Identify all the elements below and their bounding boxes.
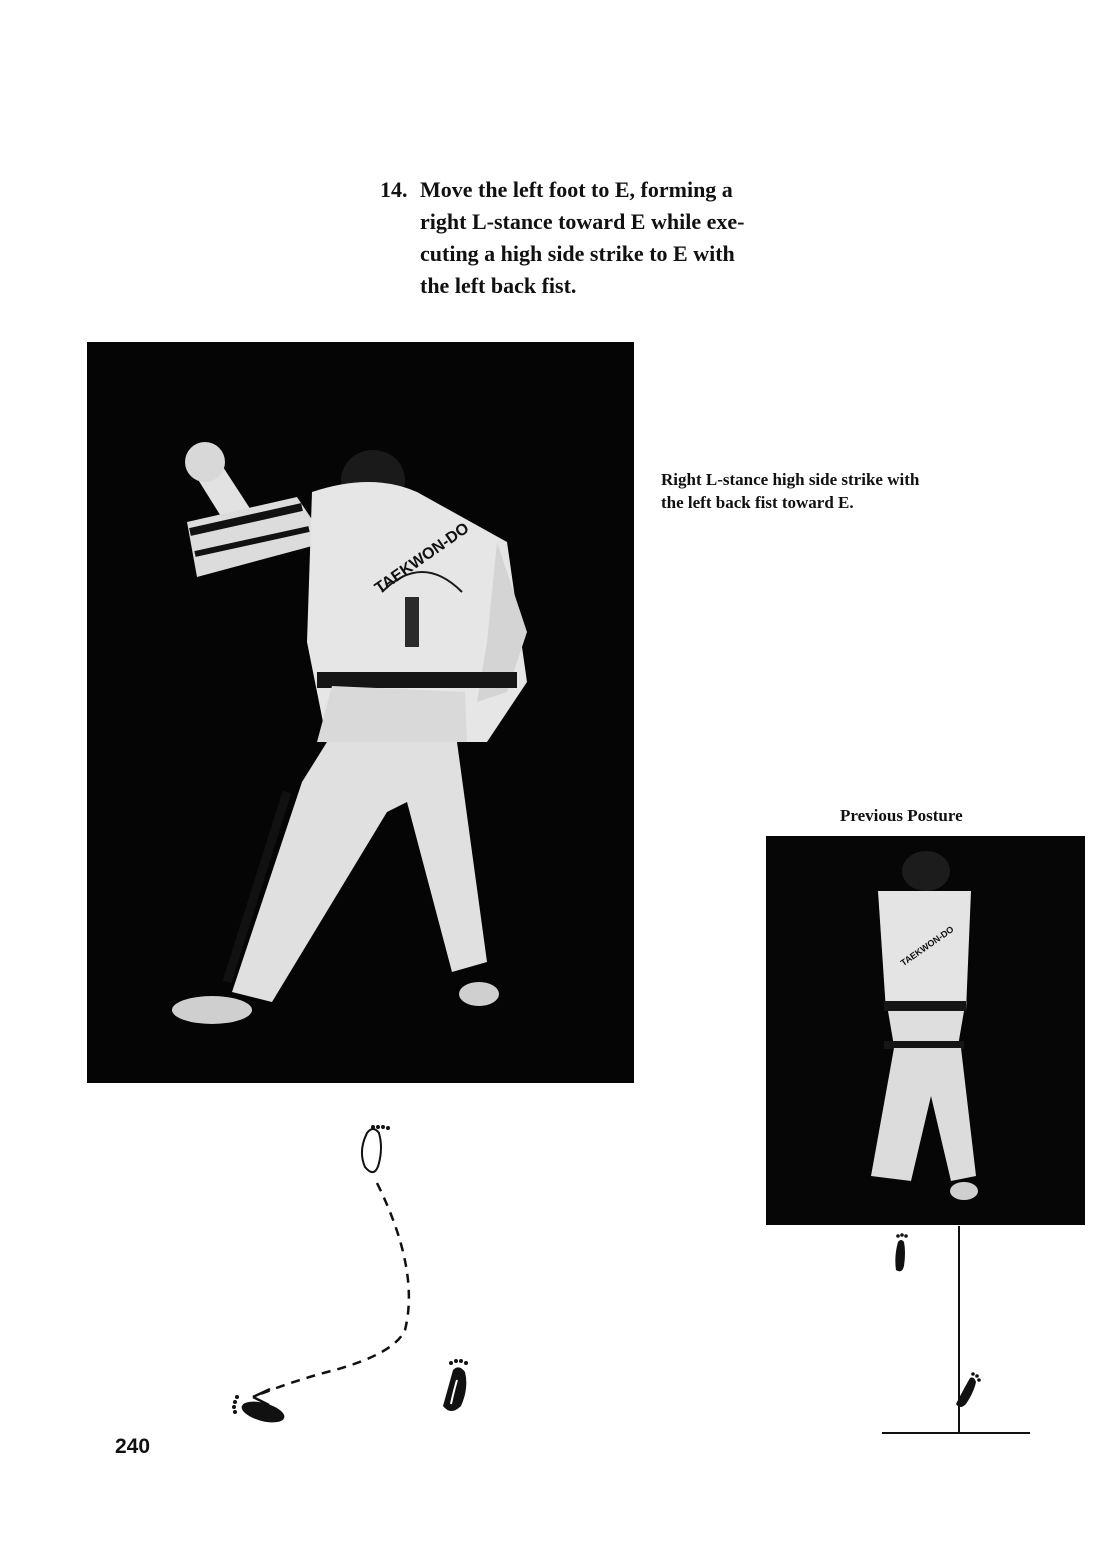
instruction-line-2: right L-stance toward E while exe- [420,209,745,234]
previous-practitioner-figure [766,836,1085,1225]
previous-footwork-diagram [870,1226,1040,1446]
instruction-line-4: the left back fist. [420,273,577,298]
main-posture-photo [87,342,634,1083]
caption-line-1: Right L-stance high side strike with [661,470,920,489]
previous-posture-photo [766,836,1085,1225]
start-foot-outline-icon [362,1125,390,1172]
uniform-back-lettering: TAEKWON-DO [371,519,473,598]
previous-posture-label: Previous Posture [840,806,963,825]
page-number: 240 [115,1435,151,1458]
practitioner-figure [87,342,634,1083]
instruction-line-3: cuting a high side strike to E with [420,241,735,266]
foot-path-dashed-line [253,1183,409,1397]
step-instruction [380,174,820,302]
caption-line-2: the left back fist toward E. [661,493,854,512]
previous-uniform-lettering: TAEKWON-DO [898,924,956,968]
instruction-line-1: Move the left foot to E, forming a [420,177,733,202]
previous-left-foot-icon [895,1233,907,1271]
footwork-diagram [215,1115,505,1435]
photo-caption [661,468,1041,514]
right-foot-icon [443,1359,468,1411]
step-number: 14. [380,177,408,202]
